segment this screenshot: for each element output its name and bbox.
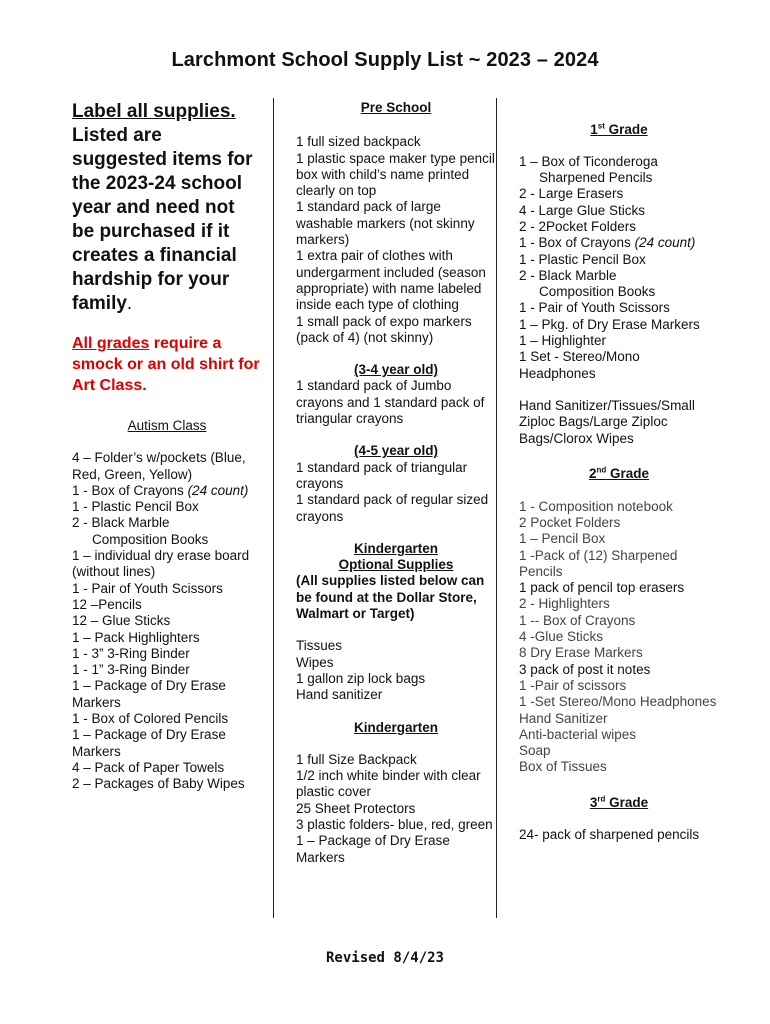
grade-2-heading: 2nd Grade <box>588 465 650 482</box>
list-item: 1 - Pair of Youth Scissors <box>519 300 670 316</box>
list-item: 2 - Black Marble <box>519 267 617 283</box>
list-item: 4 - Large Glue Sticks <box>519 202 646 218</box>
list-item: 1 – individual dry erase board (without lines) <box>72 548 250 580</box>
list-item: 1 – Pencil Box <box>519 531 606 547</box>
list-item: 1 - Composition notebook <box>519 498 673 514</box>
list-item: 1 -Pack of (12) Sharpened Pencils <box>519 547 678 579</box>
list-item: 1 – Box of Ticonderoga <box>519 153 658 169</box>
list-item: 1 standard pack of triangular crayons <box>296 459 468 491</box>
grade-3-heading: 3rd Grade <box>589 794 649 811</box>
list-item: 1 small pack of expo markers (pack of 4) (not skinny) <box>296 313 472 345</box>
list-item: 1 – Pack Highlighters <box>72 629 200 645</box>
optional-supplies-heading: Optional Supplies <box>338 557 454 573</box>
revised-date: Revised 8/4/23 <box>325 950 444 966</box>
grade-1-list <box>519 154 719 382</box>
list-item: 1 - Box of Crayons (24 count) <box>519 235 696 251</box>
autism-list <box>72 450 262 792</box>
grade-3-list <box>519 827 719 843</box>
list-item: 3 plastic folders- blue, red, green <box>296 816 493 832</box>
list-item: 1 gallon zip lock bags <box>296 670 426 686</box>
list-item: 1 -Pair of scissors <box>519 677 627 693</box>
list-item: 1 - Box of Crayons (24 count) <box>72 482 249 498</box>
preschool-heading: Pre School <box>360 100 432 115</box>
list-item: Hand sanitizer <box>296 687 383 703</box>
list-item: 1 - 1” 3-Ring Binder <box>72 662 190 678</box>
list-item: 1 - Plastic Pencil Box <box>519 251 646 267</box>
list-item: 1 - Pair of Youth Scissors <box>72 580 223 596</box>
list-item: Sharpened Pencils <box>539 170 653 186</box>
list-item: 1 Set - Stereo/Mono Headphones <box>519 349 640 381</box>
preschool-list <box>296 134 496 346</box>
list-item: 1 -Set Stereo/Mono Headphones <box>519 694 717 710</box>
middle-column <box>296 100 496 866</box>
list-item: 1 -- Box of Crayons <box>519 612 636 628</box>
optional-note: (All supplies listed below can be found at the Dollar Store, Walmart or Target) <box>296 573 485 622</box>
list-item: 2 - Large Erasers <box>519 186 624 202</box>
list-item: 2 - Black Marble <box>72 515 170 531</box>
list-item: 8 Dry Erase Markers <box>519 645 643 661</box>
grade-1-heading: 1st Grade <box>590 121 648 137</box>
list-item: 1 – Pkg. of Dry Erase Markers <box>519 316 700 332</box>
list-item: 1 full Size Backpack <box>296 751 417 767</box>
list-item: 1 standard pack of regular sized crayons <box>296 492 489 524</box>
right-column <box>519 118 719 844</box>
list-item: Soap <box>519 743 551 759</box>
list-item: 4 – Pack of Paper Towels <box>72 759 225 775</box>
label-notice: Label all supplies. Listed are suggested items for the 2023-24 school year and need not be purchased if it creates a financial hardship for your family. <box>72 101 253 314</box>
list-item: 3 pack of post it notes <box>519 661 651 677</box>
list-item: 1 - Plastic Pencil Box <box>72 499 199 515</box>
list-item: 25 Sheet Protectors <box>296 800 416 816</box>
list-item: Box of Tissues <box>519 759 607 775</box>
list-item: Composition Books <box>539 284 656 300</box>
column-divider <box>496 98 497 918</box>
list-item: Anti-bacterial wipes <box>519 726 637 742</box>
list-item: 1 – Highlighter <box>519 333 607 349</box>
list-item: Wipes <box>296 654 334 670</box>
list-item: Tissues <box>296 638 343 654</box>
list-item: 1 standard pack of Jumbo crayons and 1 standard pack of triangular crayons <box>296 378 485 427</box>
list-item: 4 -Glue Sticks <box>519 629 604 645</box>
list-item: 12 – Glue Sticks <box>72 613 171 629</box>
list-item: 2 - Highlighters <box>519 596 610 612</box>
column-divider <box>273 98 274 918</box>
autism-heading: Autism Class <box>127 418 207 433</box>
list-item: 1 - Box of Colored Pencils <box>72 711 229 727</box>
list-item: 1 full sized backpack <box>296 134 421 150</box>
list-item: 24- pack of sharpened pencils <box>519 827 700 843</box>
age-3-4-heading: (3-4 year old) <box>353 362 439 378</box>
list-item: 1 – Package of Dry Erase Markers <box>72 727 226 759</box>
label-text: Listed are suggested items for the 2023-24 school year and need not be purchased if it creates a financial hardship for your family <box>72 125 253 314</box>
list-item: 1 pack of pencil top erasers <box>519 580 685 596</box>
list-item: 1 plastic space maker type pencil box with child’s name printed clearly on top <box>296 150 495 199</box>
grade-1-extra: Hand Sanitizer/Tissues/Small Ziploc Bags/Large Ziploc Bags/Clorox Wipes <box>519 397 695 446</box>
list-item: 1 - 3” 3-Ring Binder <box>72 645 190 661</box>
list-item: Hand Sanitizer <box>519 710 608 726</box>
kindergarten-list <box>296 752 496 866</box>
page-title: Larchmont School Supply List ~ 2023 – 2024 <box>171 49 599 71</box>
kindergarten-heading: Kindergarten <box>353 719 438 735</box>
list-item: 12 –Pencils <box>72 596 142 612</box>
list-item: 2 - 2Pocket Folders <box>519 218 637 234</box>
list-item: 1 – Package of Dry Erase Markers <box>72 678 226 710</box>
list-item: 1 – Package of Dry Erase Markers <box>296 833 450 865</box>
age-4-5-heading: (4-5 year old) <box>353 443 439 459</box>
label-heading: Label all supplies. <box>72 101 236 122</box>
list-item: Composition Books <box>92 531 209 547</box>
art-notice: All grades require a smock or an old shirt for Art Class. <box>72 335 260 394</box>
left-column <box>72 100 262 793</box>
optional-list <box>296 638 496 703</box>
list-item: 1 extra pair of clothes with undergarment included (season appropriate) with name labeled inside each type of clothing <box>296 248 486 313</box>
kindergarten-optional-heading: Kindergarten <box>353 540 438 556</box>
list-item: 4 – Folder’s w/pockets (Blue, Red, Green, Yellow) <box>72 450 246 482</box>
list-item: 2 – Packages of Baby Wipes <box>72 776 245 792</box>
grade-2-list <box>519 499 719 776</box>
list-item: 1/2 inch white binder with clear plastic cover <box>296 768 481 800</box>
list-item: 1 standard pack of large washable markers (not skinny markers) <box>296 199 475 248</box>
list-item: 2 Pocket Folders <box>519 514 621 530</box>
